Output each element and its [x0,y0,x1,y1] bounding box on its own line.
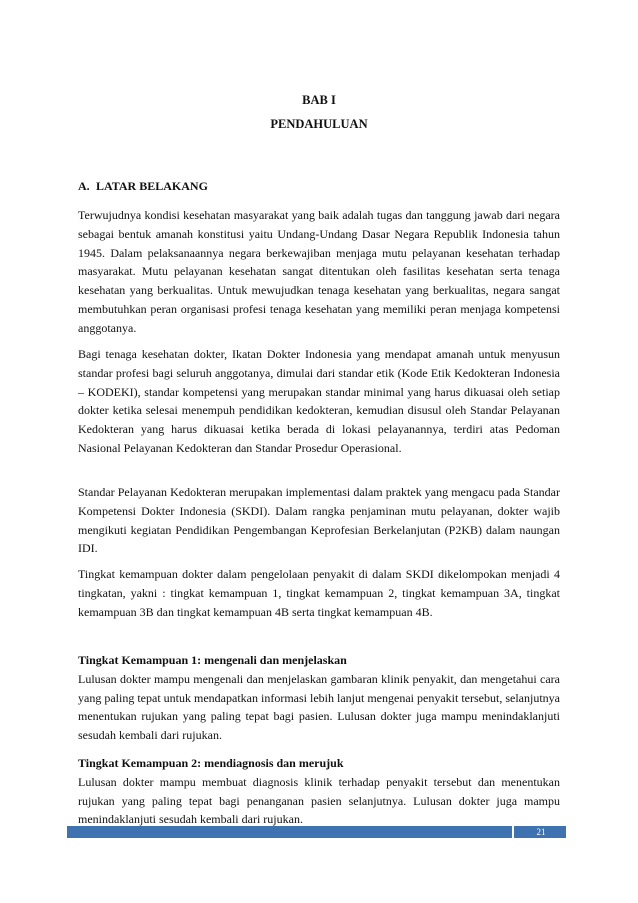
chapter-label: BAB I [302,93,336,107]
section-title: LATAR BELAKANG [96,179,208,193]
paragraph-text: Tingkat kemampuan dokter dalam pengelolaan penyakit di dalam SKDI dikelompokan menjadi 4 tingkatan, yakni : tingkat kemampuan 1, tingkat kemampuan 2, tingkat kemampuan 3A, tingkat kemampuan 3B dan tingkat kemampuan 4B serta tingkat kemampuan 4B. [78,567,560,619]
footer-bar [67,826,566,838]
level-2-block [78,754,560,829]
paragraph-3 [78,483,560,558]
page-number: 21 [536,827,546,837]
level-1-text: Lulusan dokter mampu mengenali dan menjelaskan gambaran klinik penyakit, dan mengetahui cara yang paling tepat untuk mendapatkan informasi lebih lanjut mengenai penyakit tersebut, selanjutnya menentukan rujukan yang paling tepat bagi pasien. Lulusan dokter juga mampu menindaklanjuti sesudah kembali dari rujukan. [78,671,560,743]
paragraph-text: Terwujudnya kondisi kesehatan masyarakat yang baik adalah tugas dan tanggung jawab dari negara sebagai bentuk amanah konstitusi yaitu Undang-Undang Dasar Negara Republik Indonesia tahun 1945. Dalam pelaksanaannya negara berkewajiban menjaga mutu pelayanan kesehatan terhadap masyarakat. Mutu pelayanan kesehatan sangat ditentukan oleh fasilitas kesehatan serta tenaga kesehatan yang berkualitas. Untuk mewujudkan tenaga kesehatan yang berkualitas, negara sangat membutuhkan peran organisasi profesi tenaga kesehatan yang memiliki peran menjaga kompetensi anggotanya. [78,208,560,335]
paragraph-1 [78,206,560,338]
footer-separator [512,826,514,838]
level-2-heading: Tingkat Kemampuan 2: mendiagnosis dan merujuk [78,756,344,770]
paragraph-4 [78,565,560,621]
level-1-heading: Tingkat Kemampuan 1: mengenali dan menjelaskan [78,653,347,667]
section-number: A. [78,179,90,193]
chapter-title: PENDAHULUAN [270,117,368,131]
level-2-text: Lulusan dokter mampu membuat diagnosis klinik terhadap penyakit tersebut dan menentukan rujukan yang paling tepat bagi penanganan pasien selanjutnya. Lulusan dokter juga mampu menindaklanjuti sesudah kembali dari rujukan. [78,774,560,827]
paragraph-text: Bagi tenaga kesehatan dokter, Ikatan Dokter Indonesia yang mendapat amanah untuk menyusun standar profesi bagi seluruh anggotanya, dimulai dari standar etik (Kode Etik Kedokteran Indonesia – KODEKI), standar kompetensi yang merupakan standar minimal yang harus dikuasai oleh setiap dokter ketika selesai menempuh pendidikan kedokteran, kemudian disusul oleh Standar Pelayanan Kedokteran yang harus dikuasai ketika berada di lokasi pelayanannya, terdiri atas Pedoman Nasional Pelayanan Kedokteran dan Standar Prosedur Operasional. [78,347,560,455]
level-1-block [78,651,560,745]
paragraph-2 [78,345,560,458]
paragraph-text: Standar Pelayanan Kedokteran merupakan implementasi dalam praktek yang mengacu pada Standar Kompetensi Dokter Indonesia (SKDI). Dalam rangka penjaminan mutu pelayanan, dokter wajib mengikuti kegiatan Pendidikan Pengembangan Keprofesian Berkelanjutan (P2KB) dalam naungan IDI. [78,485,560,556]
section-heading [78,179,208,194]
